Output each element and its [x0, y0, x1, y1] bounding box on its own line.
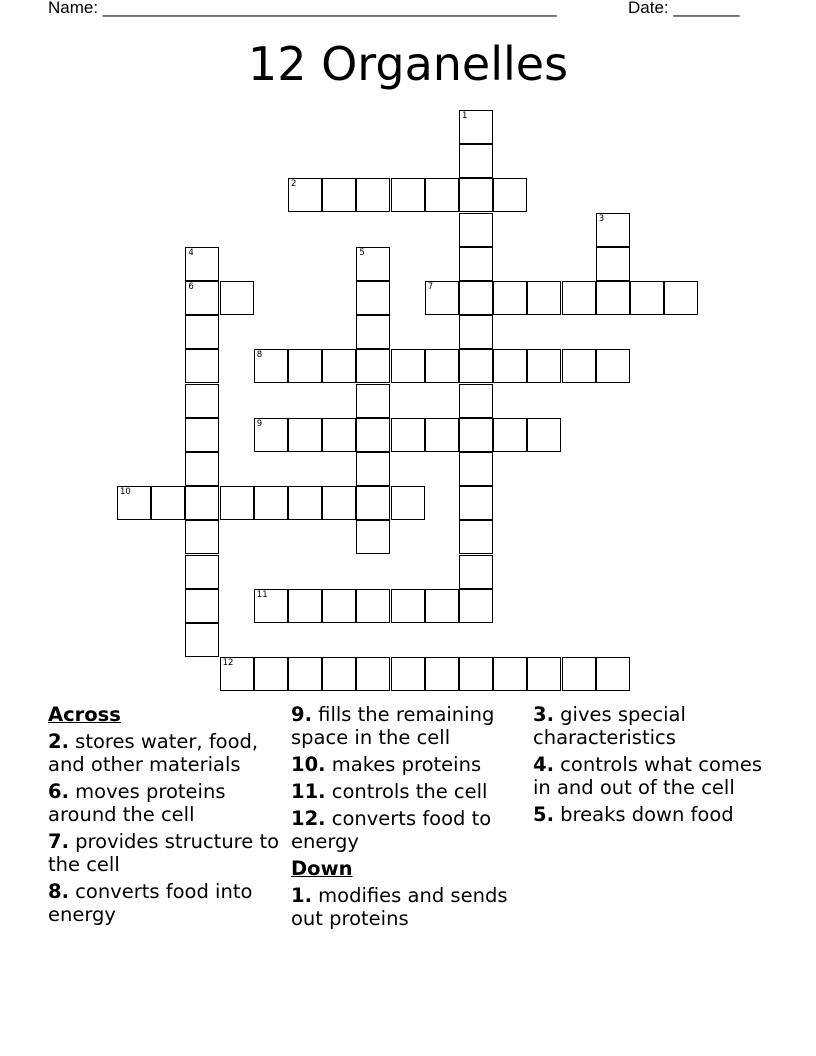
- clue-item: [533, 803, 765, 826]
- grid-cell[interactable]: [630, 281, 664, 315]
- grid-cell[interactable]: [425, 589, 459, 623]
- across-clue-list: [48, 730, 280, 926]
- grid-cell[interactable]: [391, 418, 425, 452]
- grid-cell[interactable]: [459, 213, 493, 247]
- grid-cell[interactable]: [288, 418, 322, 452]
- grid-cell[interactable]: [288, 589, 322, 623]
- grid-cell[interactable]: [425, 178, 459, 212]
- grid-cell[interactable]: [527, 418, 561, 452]
- clue-item: [291, 780, 523, 803]
- clue-item-text: fills the remaining space in the cell: [291, 703, 495, 749]
- clue-item-number: 7.: [48, 830, 69, 853]
- name-blank[interactable]: ________________________________________________: [102, 0, 557, 17]
- grid-cell[interactable]: [493, 418, 527, 452]
- clue-number: 10: [120, 487, 131, 498]
- grid-cell[interactable]: [356, 349, 390, 383]
- grid-cell[interactable]: [459, 144, 493, 178]
- clue-item-number: 9.: [291, 703, 312, 726]
- grid-cell[interactable]: [185, 281, 219, 315]
- grid-cell[interactable]: [322, 589, 356, 623]
- grid-cell[interactable]: [288, 657, 322, 691]
- grid-cell[interactable]: [254, 418, 288, 452]
- grid-cell[interactable]: [391, 486, 425, 520]
- down-clue-list: [291, 884, 523, 930]
- grid-cell[interactable]: [459, 110, 493, 144]
- clues-column-2: [291, 703, 523, 934]
- grid-cell[interactable]: [459, 486, 493, 520]
- grid-cell[interactable]: [356, 281, 390, 315]
- clue-item: [291, 753, 523, 776]
- clue-number: 7: [427, 282, 434, 292]
- clue-item-number: 2.: [48, 730, 69, 753]
- grid-cell[interactable]: [596, 213, 630, 247]
- grid-cell[interactable]: [356, 452, 390, 486]
- clue-item: [48, 830, 280, 876]
- grid-cell[interactable]: [493, 657, 527, 691]
- page-title: 12 Organelles: [247, 37, 569, 91]
- clue-number: 8: [256, 350, 263, 361]
- clue-number: 9: [256, 418, 263, 429]
- grid-cell[interactable]: [459, 281, 493, 315]
- grid-cell[interactable]: [322, 349, 356, 383]
- clue-number: 1: [462, 111, 468, 121]
- grid-cell[interactable]: [459, 384, 493, 418]
- grid-cell[interactable]: [493, 349, 527, 383]
- grid-cell[interactable]: [254, 657, 288, 691]
- clue-item-text: moves proteins around the cell: [48, 780, 226, 826]
- grid-cell[interactable]: [356, 178, 390, 212]
- grid-cell[interactable]: [425, 281, 459, 315]
- grid-cell[interactable]: [391, 349, 425, 383]
- grid-cell[interactable]: [459, 247, 493, 281]
- clue-item: [291, 884, 523, 930]
- clue-number: 6: [188, 282, 194, 292]
- across-heading: Across: [48, 703, 121, 726]
- grid-cell[interactable]: [562, 349, 596, 383]
- grid-cell[interactable]: [185, 452, 219, 486]
- grid-cell[interactable]: [664, 281, 698, 315]
- grid-cell[interactable]: [254, 349, 288, 383]
- grid-cell[interactable]: [596, 281, 630, 315]
- clue-item-text: converts food into energy: [48, 880, 253, 926]
- clue-item-text: controls what comes in and out of the cell: [533, 753, 763, 799]
- grid-cell[interactable]: [288, 178, 322, 212]
- clue-item-text: controls the cell: [325, 780, 488, 803]
- clue-item-number: 8.: [48, 880, 69, 903]
- grid-cell[interactable]: [596, 349, 630, 383]
- clue-item: [533, 753, 765, 799]
- clue-item-number: 5.: [533, 803, 554, 826]
- grid-cell[interactable]: [459, 349, 493, 383]
- grid-cell[interactable]: [220, 657, 254, 691]
- grid-cell[interactable]: [459, 315, 493, 349]
- grid-cell[interactable]: [425, 418, 459, 452]
- clue-number: 12: [222, 658, 234, 669]
- clue-item-number: 11.: [291, 780, 326, 803]
- down-heading: Down: [291, 857, 353, 880]
- clue-item: [48, 880, 280, 926]
- grid-cell[interactable]: [527, 657, 561, 691]
- grid-cell[interactable]: [288, 349, 322, 383]
- grid-cell[interactable]: [322, 657, 356, 691]
- grid-cell[interactable]: [391, 589, 425, 623]
- grid-cell[interactable]: [425, 349, 459, 383]
- grid-cell[interactable]: [151, 486, 185, 520]
- grid-cell[interactable]: [220, 486, 254, 520]
- grid-cell[interactable]: [185, 520, 219, 554]
- grid-cell[interactable]: [356, 486, 390, 520]
- grid-cell[interactable]: [356, 589, 390, 623]
- grid-cell[interactable]: [356, 315, 390, 349]
- grid-cell[interactable]: [322, 486, 356, 520]
- grid-cell[interactable]: [254, 589, 288, 623]
- clue-number: 2: [291, 179, 297, 190]
- grid-cell[interactable]: [185, 589, 219, 623]
- grid-cell[interactable]: [527, 281, 561, 315]
- clue-item: [48, 730, 280, 776]
- clue-item-number: 3.: [533, 703, 554, 726]
- clue-number: 5: [359, 247, 365, 258]
- clue-item-text: provides structure to the cell: [48, 830, 280, 876]
- clue-item-number: 10.: [291, 753, 326, 776]
- grid-cell[interactable]: [459, 657, 493, 691]
- grid-cell[interactable]: [596, 247, 630, 281]
- grid-cell[interactable]: [459, 589, 493, 623]
- grid-cell[interactable]: [322, 418, 356, 452]
- grid-cell[interactable]: [493, 281, 527, 315]
- grid-cell[interactable]: [185, 623, 219, 657]
- grid-cell[interactable]: [527, 349, 561, 383]
- grid-cell[interactable]: [185, 418, 219, 452]
- grid-cell[interactable]: [356, 384, 390, 418]
- grid-cell[interactable]: [459, 452, 493, 486]
- grid-cell[interactable]: [185, 247, 219, 281]
- grid-cell[interactable]: [459, 418, 493, 452]
- grid-cell[interactable]: [459, 520, 493, 554]
- across-clue-list-cont: [291, 703, 523, 853]
- grid-cell[interactable]: [459, 178, 493, 212]
- grid-cell[interactable]: [493, 178, 527, 212]
- grid-cell[interactable]: [356, 247, 390, 281]
- clue-number: 3: [598, 213, 605, 224]
- grid-cell[interactable]: [425, 657, 459, 691]
- clue-item: [533, 703, 765, 749]
- grid-cell[interactable]: [185, 555, 219, 589]
- clue-item-text: makes proteins: [325, 753, 482, 776]
- grid-cell[interactable]: [117, 486, 151, 520]
- grid-cell[interactable]: [220, 281, 254, 315]
- clue-item-text: gives special characteristics: [533, 703, 686, 749]
- clues-column-3: [533, 703, 765, 830]
- date-label: Date:: [628, 0, 674, 17]
- grid-cell[interactable]: [254, 486, 288, 520]
- clue-item-number: 12.: [291, 807, 326, 830]
- grid-cell[interactable]: [356, 520, 390, 554]
- clue-item-number: 4.: [533, 753, 554, 776]
- clue-item: [291, 703, 523, 749]
- clue-item-text: modifies and sends out proteins: [291, 884, 508, 930]
- grid-cell[interactable]: [562, 657, 596, 691]
- clue-item: [48, 780, 280, 826]
- grid-cell[interactable]: [391, 178, 425, 212]
- clues-column-1: [48, 703, 280, 930]
- grid-cell[interactable]: [459, 555, 493, 589]
- grid-cell[interactable]: [356, 657, 390, 691]
- clue-number: 11: [256, 589, 268, 600]
- grid-cell[interactable]: [391, 657, 425, 691]
- name-label: Name:: [48, 0, 103, 17]
- clue-item-text: breaks down food: [553, 803, 734, 826]
- grid-cell[interactable]: [356, 418, 390, 452]
- date-blank[interactable]: _______: [673, 0, 740, 17]
- clue-item: [291, 807, 523, 853]
- clue-number: 4: [188, 247, 194, 258]
- grid-cell[interactable]: [562, 281, 596, 315]
- grid-cell[interactable]: [185, 315, 219, 349]
- grid-cell[interactable]: [185, 384, 219, 418]
- down-clue-list-cont: [533, 703, 765, 826]
- grid-cell[interactable]: [288, 486, 322, 520]
- clue-item-text: stores water, food, and other materials: [48, 730, 259, 776]
- clue-item-number: 6.: [48, 780, 69, 803]
- grid-cell[interactable]: [185, 349, 219, 383]
- grid-cell[interactable]: [596, 657, 630, 691]
- clue-item-text: converts food to energy: [291, 807, 492, 853]
- clue-item-number: 1.: [291, 884, 312, 907]
- grid-cell[interactable]: [185, 486, 219, 520]
- grid-cell[interactable]: [322, 178, 356, 212]
